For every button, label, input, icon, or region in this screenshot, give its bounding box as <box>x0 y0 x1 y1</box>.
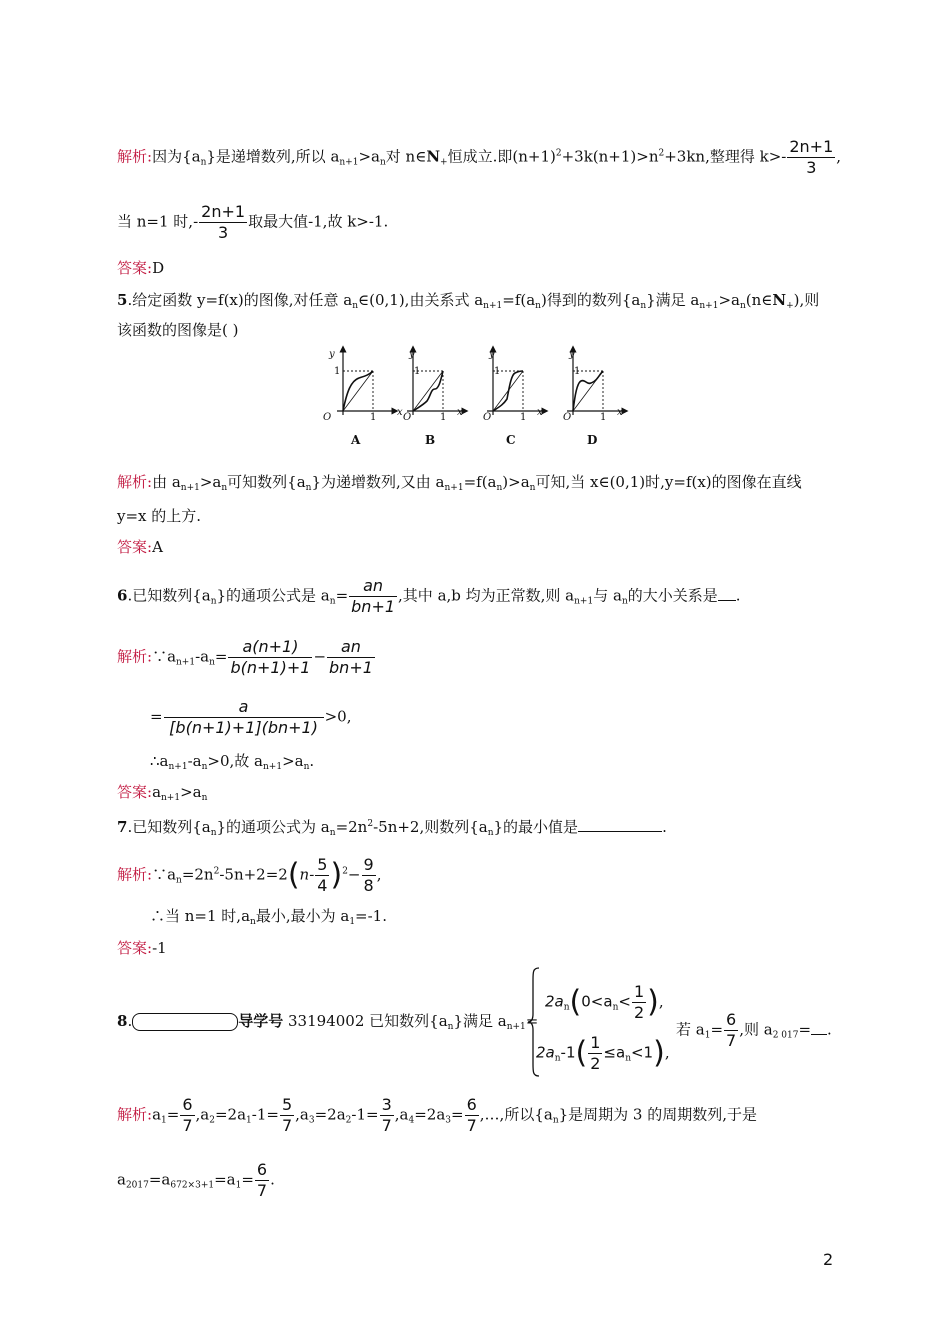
q5-stem-line2: 该函数的图像是( ) <box>117 321 239 339</box>
svg-text:y: y <box>489 349 495 360</box>
svg-text:y: y <box>329 349 335 360</box>
svg-text:1: 1 <box>334 366 341 377</box>
graph-b <box>407 349 465 415</box>
q6-stem: 6.已知数列$\{a_n\}$的通项公式是 $a_n=$ $\frac{an}{bn+1}$ ,其中 a,b 均为正常数,则 $a_{n+1}$与 $a_n$的大小关系是 . <box>117 576 741 616</box>
graph-label-c: C <box>506 433 516 447</box>
q7-answer: 答案:-1 <box>117 939 167 957</box>
q8-analysis-line2: $a_{2017}=a_{672\times 3+1}=a_1=$ $\frac{6}{7}$ . <box>117 1160 275 1200</box>
graph-label-a: A <box>351 433 361 447</box>
q5-analysis-line1: 解析:由 $a_{n+1}>a_n$可知数列$\{a_n\}$为递增数列,又由 $a_{n+1}=f(a_n)>a_n$可知,当 x∈(0,1)时,y=f(x)的图像在直线 <box>117 473 802 493</box>
svg-text:1: 1 <box>600 412 607 423</box>
q6-analysis-line2: = $\frac{a}{[b(n+1)+1](bn+1)}$ >0, <box>150 697 352 737</box>
answer-blank[interactable] <box>718 600 736 601</box>
answer-blank[interactable] <box>578 831 662 832</box>
svg-text:y: y <box>409 349 415 360</box>
svg-text:x: x <box>397 407 403 418</box>
svg-text:O: O <box>323 412 332 423</box>
q8-stem-left: 8. 导学号 33194002 已知数列$\{a_n\}$满足 $a_{n+1}=$ <box>117 1012 539 1032</box>
svg-text:x: x <box>617 407 623 418</box>
svg-text:O: O <box>403 412 412 423</box>
svg-text:1: 1 <box>370 412 377 423</box>
q8-case2: $2a_n-1$( $\frac{1}{2}$ $\le a_n<1$), <box>536 1033 670 1073</box>
svg-text:x: x <box>537 407 543 418</box>
svg-text:O: O <box>563 412 572 423</box>
svg-text:O: O <box>483 412 492 423</box>
q7-analysis-line2: ∴当 n=1 时$,a_n$最小,最小为 $a_1=-1$. <box>150 907 387 927</box>
q4-answer: 答案:D <box>117 259 165 277</box>
svg-text:1: 1 <box>440 412 447 423</box>
svg-text:1: 1 <box>520 412 527 423</box>
q8-analysis-line1: 解析$:a_1=$ $\frac{6}{7}$ $,a_2=2a_1-1=$ $\frac{5}{7}$ $,a_3=2a_2-1=$ $\frac{3}{7}$ $,a_4=2a_3=$ $\frac{6}{7}$ ,…,所以$\{a_n\}$是周期为 3 的周期数列,于是 <box>117 1095 758 1135</box>
q7-stem: 7.已知数列$\{a_n\}$的通项公式为 $a_n=2n^2-5n+2$,则数列$\{a_n\}$的最小值是 . <box>117 818 667 838</box>
q4-analysis-line1: 解析:因为$\{a_n\}$是递增数列,所以 $a_{n+1}>a_n$对 $n\in N_+$恒成立.即$(n+1)^2+3k(n+1)>n^2+3kn$,整理得 k>- $\frac{2n+1}{3}$ , <box>117 137 842 177</box>
analysis-label: 解析: <box>117 147 153 166</box>
q8-case1: $2a_n(0<a_n<$ $\frac{1}{2}$ ), <box>545 982 664 1022</box>
q8-stem-right: 若 $a_1=$ $\frac{6}{7}$ ,则 $a_{2 017}=$ . <box>676 1010 832 1050</box>
graph-c <box>487 349 545 415</box>
answer-blank[interactable] <box>811 1034 827 1035</box>
page-number: 2 <box>823 1250 834 1269</box>
svg-text:y: y <box>569 349 575 360</box>
q5-answer: 答案:A <box>117 538 163 556</box>
graph-d <box>567 349 625 415</box>
svg-text:1: 1 <box>574 366 581 377</box>
svg-text:x: x <box>457 407 463 418</box>
q6-analysis-line3: $\therefore a_{n+1}-a_n>0$,故 $a_{n+1}>a_n$. <box>150 752 315 772</box>
graph-a <box>337 349 395 415</box>
svg-text:1: 1 <box>414 366 421 377</box>
q5-analysis-line2: y=x 的上方. <box>117 507 202 525</box>
q6-analysis-line1: 解析$:\because a_{n+1}-a_n=$ $\frac{a(n+1)}{b(n+1)+1}$ − $\frac{an}{bn+1}$ <box>117 637 373 677</box>
q4-fraction: $\frac{2n+1}{3}$ <box>789 137 834 177</box>
q4-analysis-line2: 当 n=1 时,- $\frac{2n+1}{3}$ 取最大值-1,故 k>-1. <box>117 202 389 242</box>
guide-badge <box>132 1013 238 1031</box>
q7-analysis-line1: 解析$:\because a_n=2n^2-5n+2=2(n-$ $\frac{5}{4}$ )$^2$− $\frac{9}{8}$ , <box>117 855 382 895</box>
q5-graph-options <box>313 345 643 453</box>
q5-stem-line1: 5.给定函数 y=f(x)的图像,对任意 $a_n\in(0,1)$,由关系式 $a_{n+1}=f(a_n)$得到的数列$\{a_n\}$满足 $a_{n+1}>a_n(n\in N_+)$,则 <box>117 291 820 311</box>
graph-label-b: B <box>425 433 436 447</box>
graph-label-d: D <box>587 433 598 447</box>
q6-answer: 答案$:a_{n+1}>a_n$ <box>117 783 208 803</box>
svg-text:1: 1 <box>494 366 501 377</box>
